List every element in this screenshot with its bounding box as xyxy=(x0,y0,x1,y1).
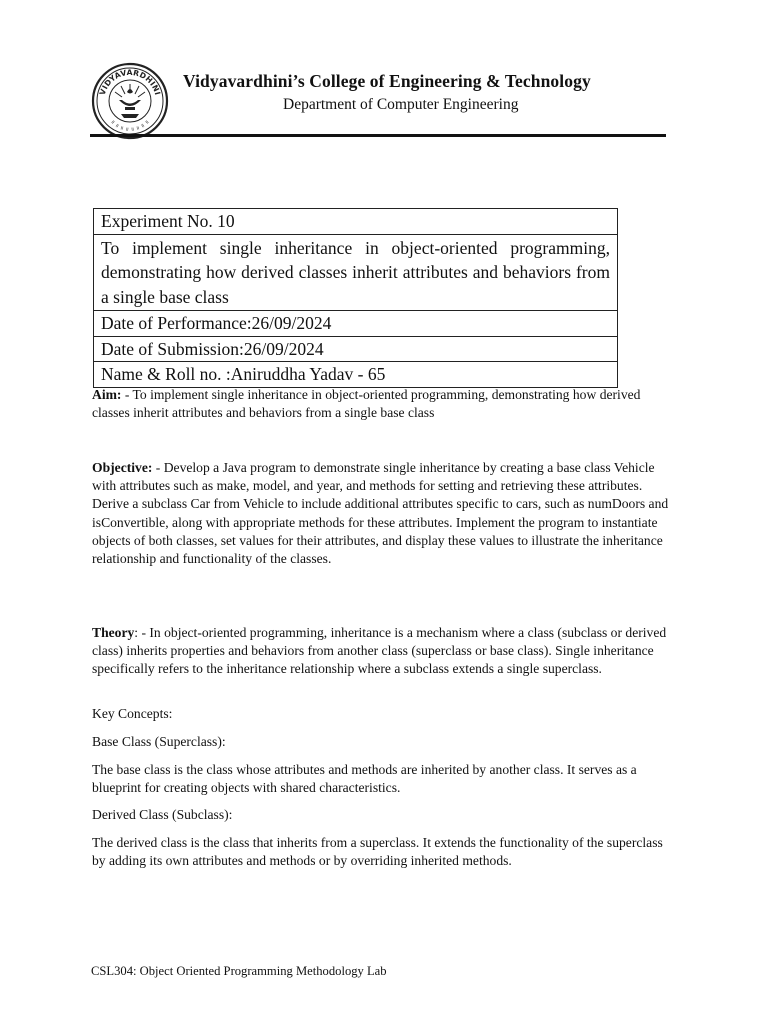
svg-text:॥ ॥ ॥ ॥ ॥ ॥ ॥ ॥: ॥ ॥ ॥ ॥ ॥ ॥ ॥ ॥ xyxy=(109,119,151,134)
department-name: Department of Computer Engineering xyxy=(283,96,519,113)
derived-class-paragraph: The derived class is the class that inherits from a superclass. It extends the functionality of the superclass by adding its own attributes and methods or by overriding inherited methods. xyxy=(92,835,663,869)
table-row xyxy=(94,311,618,337)
objective-paragraph xyxy=(92,459,677,568)
logo-text: VIDYAVARDHINI xyxy=(97,67,163,97)
aim-paragraph xyxy=(92,386,677,422)
base-class-heading: Base Class (Superclass): xyxy=(92,734,226,749)
header-divider xyxy=(90,134,666,137)
aim-text: - To implement single inheritance in object-oriented programming, demonstrating how derived classes inherit attributes and behaviors from a single base class xyxy=(92,387,641,421)
date-of-submission: Date of Submission:26/09/2024 xyxy=(94,336,618,362)
experiment-number: Experiment No. 10 xyxy=(94,209,618,235)
experiment-title: To implement single inheritance in object-oriented programming, demonstrating how derived classes inherit attributes and behaviors from a single base class xyxy=(94,234,618,311)
aim-label: Aim: xyxy=(92,387,122,402)
table-row xyxy=(94,209,618,235)
objective-text: - Develop a Java program to demonstrate single inheritance by creating a base class Vehicle with attributes such as make, model, and year, and methods for setting and retrieving these attributes. Derive a subclass Car from Vehicle to include additional attributes specific to cars, such as numDoors and isConvertible, along with appropriate methods for these attributes. Implement the program to instantiate objects of both classes, set values for their attributes, and display these values to illustrate the inheritance relationship and functionality of the classes. xyxy=(92,460,669,567)
theory-label: Theory xyxy=(92,625,135,640)
theory-paragraph xyxy=(92,624,677,679)
key-concepts-heading: Key Concepts: xyxy=(92,706,173,721)
page-footer: CSL304: Object Oriented Programming Methodology Lab xyxy=(91,964,387,978)
college-logo xyxy=(91,62,169,140)
objective-label: Objective: xyxy=(92,460,153,475)
table-row xyxy=(94,362,618,388)
experiment-details-table xyxy=(93,208,618,388)
derived-class-heading: Derived Class (Subclass): xyxy=(92,807,233,822)
theory-text: : - In object-oriented programming, inheritance is a mechanism where a class (subclass or derived class) inherits properties and behaviors from another class (superclass or base class). Single inheritance specifically refers to the inheritance relationship where a subclass extends a single superclass. xyxy=(92,625,667,677)
name-and-roll: Name & Roll no. :Aniruddha Yadav - 65 xyxy=(94,362,618,388)
base-class-paragraph: The base class is the class whose attributes and methods are inherited by another class. It serves as a blueprint for creating objects with shared characteristics. xyxy=(92,762,637,796)
date-of-performance: Date of Performance:26/09/2024 xyxy=(94,311,618,337)
table-row xyxy=(94,234,618,311)
table-row xyxy=(94,336,618,362)
college-name: Vidyavardhini’s College of Engineering & Technology xyxy=(183,71,591,91)
